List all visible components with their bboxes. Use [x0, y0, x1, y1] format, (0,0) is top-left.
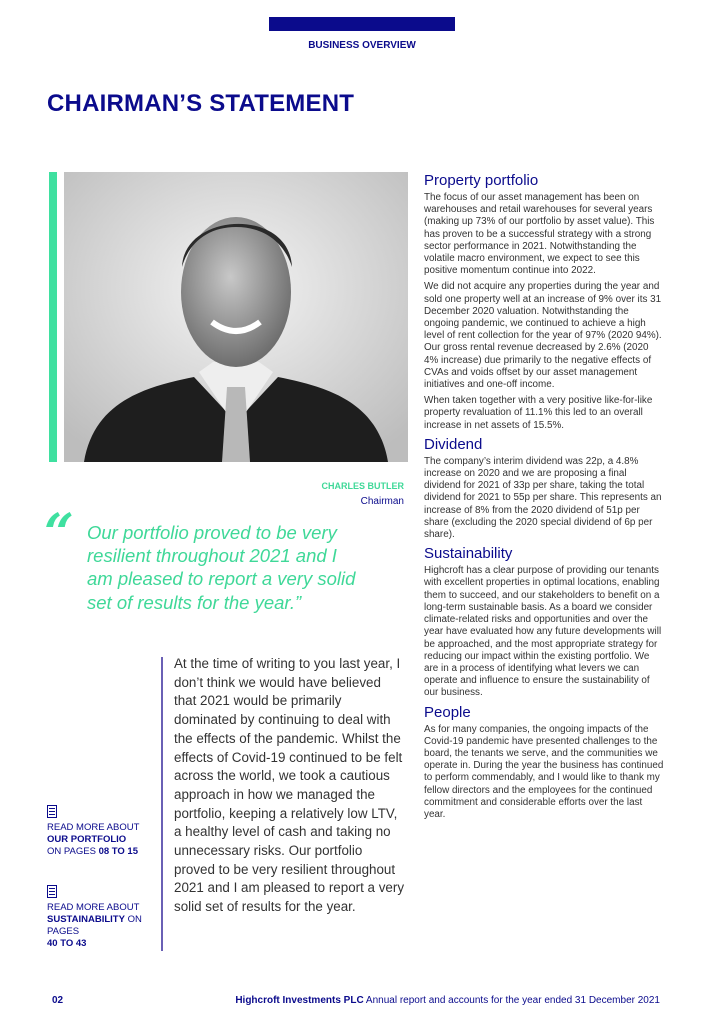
read-more-pages: 40 TO 43	[47, 938, 87, 949]
caption-name: CHARLES BUTLER	[321, 481, 404, 491]
read-more-pages-prefix: ON PAGES	[47, 914, 142, 937]
read-more-topic: SUSTAINABILITY	[47, 914, 125, 925]
heading-property-portfolio: Property portfolio	[424, 172, 539, 189]
paragraph: As for many companies, the ongoing impacts of the Covid-19 pandemic have presented challenges to the board, the tenants we serve, and the communities we operate in. During the year the business has continued to perform commendably, and I would like to thank my fellow directors and the employees for the continued commitment and considerable efforts over the last year.	[424, 723, 664, 820]
section-label: BUSINESS OVERVIEW	[308, 40, 416, 51]
read-more-pages-prefix: ON PAGES	[47, 846, 96, 857]
heading-dividend: Dividend	[424, 435, 483, 453]
pull-quote: Our portfolio proved to be very resilient throughout 2021 and I am pleased to report a very solid set of results for the year.”	[87, 522, 356, 613]
footer-company: Highcroft Investments PLC	[235, 995, 364, 1006]
page-title: CHAIRMAN’S STATEMENT	[47, 90, 355, 117]
header-accent-bar	[269, 17, 455, 31]
read-more-sustainability-link[interactable]	[47, 885, 162, 950]
heading-people: People	[424, 703, 471, 721]
document-icon	[47, 805, 57, 818]
read-more-prefix: READ MORE ABOUT	[47, 822, 140, 833]
quote-mark-icon: “	[44, 503, 74, 564]
read-more-prefix: READ MORE ABOUT	[47, 902, 140, 913]
page-number: 02	[52, 995, 64, 1006]
paragraph: The focus of our asset management has been on warehouses and retail warehouses for several years (making up 73% of our portfolio by asset value). This has proven to be a successful strategy with a strong sector performance in 2021. Notwithstanding the volatile macro environment, we expect to see this positive momentum continue into 2022.	[424, 192, 655, 277]
footer-text	[235, 995, 660, 1006]
document-icon	[47, 885, 57, 898]
right-column	[424, 172, 664, 825]
read-more-pages: 08 TO 15	[98, 846, 138, 857]
footer-report: Annual report and accounts for the year ended 31 December 2021	[365, 995, 660, 1006]
photo-accent-bar	[49, 172, 57, 462]
read-more-topic: OUR PORTFOLIO	[47, 834, 127, 845]
intro-text: At the time of writing to you last year, I don’t think we would have believed that 2021 would be primarily dominated by continuing to deal with the effects of the pandemic. Whilst the effects of Covid-19 continued to be felt across the world, we took a cautious approach in how we managed the portfolio, keeping a relatively low LTV, a healthy level of cash and taking no unnecessary risks. Our portfolio proved to be very resilient throughout 2021 and I am pleased to report a very solid set of results for the year.	[174, 656, 405, 915]
paragraph: Highcroft has a clear purpose of providing our tenants with excellent properties in optimal locations, enabling them to succeed, and our stakeholders to benefit on a long-term sustainable basis. As a board we consider climate-related risks and opportunities and over the year have evaluated how any future developments will be approached, and the most appropriate strategy for reducing our impact within the existing portfolio. We are in a process of identifying what levers we can operate and influence to ensure the sustainability of our business.	[424, 565, 662, 699]
caption-role: Chairman	[360, 496, 404, 507]
paragraph: When taken together with a very positive like-for-like property revaluation of 11.1% this led to an overall increase in net assets of 15.5%.	[424, 395, 653, 431]
paragraph: The company’s interim dividend was 22p, a 4.8% increase on 2020 and we are proposing a final dividend for 2021 of 33p per share, taking the total dividend for 2021 to 55p per share. This represents an increase of 8% from the 2020 dividend of 51p per share (excluding the 2020 special dividend of 6p per share).	[424, 455, 662, 541]
heading-sustainability: Sustainability	[424, 545, 513, 563]
chairman-portrait	[64, 172, 408, 462]
paragraph: We did not acquire any properties during the year and sold one property well at an increase of 9% over its 31 December 2020 valuation. Notwithstanding the ongoing pandemic, we continued to achieve a high level of rent collection for the year of 97% (2020 94%). Our gross rental revenue decreased by 2.6% (2020 4% increase) due primarily to the negative effects of CVAs and voids offset by our asset management initiatives and one-off income.	[424, 281, 662, 391]
read-more-portfolio-link[interactable]	[47, 805, 162, 858]
